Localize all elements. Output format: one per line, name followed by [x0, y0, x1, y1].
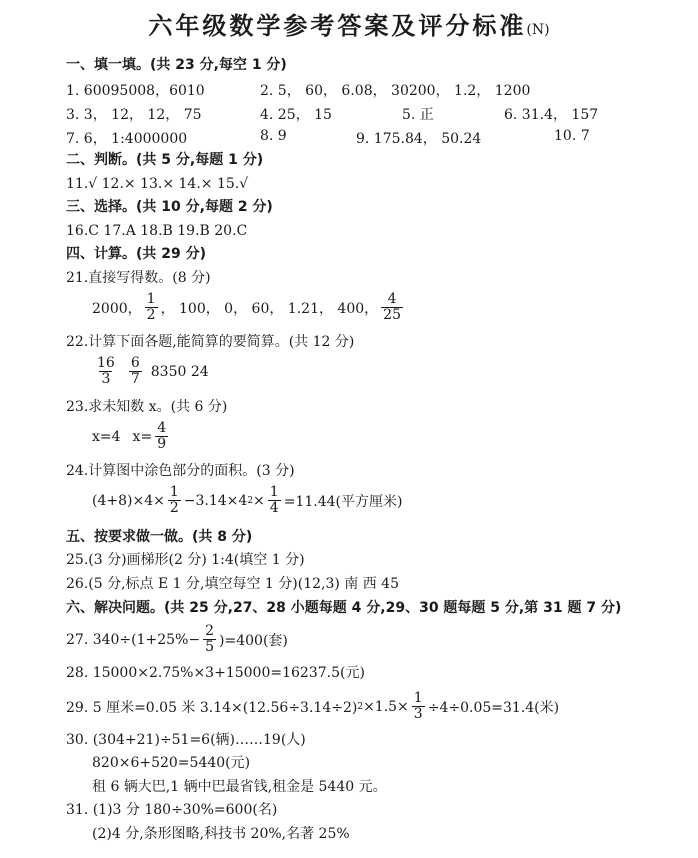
answer-5: 5. 正	[402, 107, 434, 123]
answer-1: 1. 60095008，6010	[66, 83, 205, 99]
answer-9: 9. 175.84， 50.24	[356, 131, 482, 147]
q29-p1: 29. 5 厘米=0.05 米 3.14×(12.56÷3.14÷2)	[66, 699, 358, 716]
section-5-heading: 五、按要求做一做。(共 8 分)	[66, 529, 253, 545]
q31-line-1: 31. (1)3 分 180÷30%=600(名)	[66, 802, 278, 818]
fraction: $\frac{1}{4}$	[269, 484, 279, 516]
fraction: $\frac{4}{9}$	[157, 420, 167, 452]
fraction: $\frac{16}{3}$	[97, 355, 115, 387]
fraction: $\frac{1}{2}$	[169, 484, 179, 516]
q21-label: 21.直接写得数。(8 分)	[66, 270, 211, 286]
q30-line-3: 租 6 辆大巴,1 辆中巴最省钱,租金是 5440 元。	[92, 779, 387, 795]
section-1-heading: 一、填一填。(共 23 分,每空 1 分)	[66, 57, 287, 73]
answer-8: 8. 9	[260, 128, 287, 144]
answer-10: 10. 7	[554, 128, 590, 144]
q27-answer	[66, 624, 288, 655]
q29-p3: ÷4÷0.05=31.4(米)	[427, 699, 560, 716]
title-main: 六年级数学参考答案及评分标准	[148, 12, 527, 40]
fraction: $\frac{6}{7}$	[130, 355, 140, 387]
fraction: $\frac{2}{5}$	[205, 623, 215, 655]
q30-line-1: 30. (304+21)÷51=6(辆)……19(人)	[66, 732, 306, 748]
q24-label: 24.计算图中涂色部分的面积。(3 分)	[66, 463, 295, 479]
title-tag: (N)	[526, 22, 550, 38]
q21-answers	[92, 292, 406, 323]
fraction: $\frac{1}{2}$	[146, 291, 156, 323]
q22-label: 22.计算下面各题,能简算的要简算。(共 12 分)	[66, 334, 355, 350]
q24-p2: −3.14×4	[183, 492, 248, 509]
q22-answers	[92, 356, 209, 387]
section-2-heading: 二、判断。(共 5 分,每题 1 分)	[66, 152, 264, 168]
superscript: 2	[357, 701, 364, 712]
q28-answer: 28. 15000×2.75%×3+15000=16237.5(元)	[66, 665, 365, 681]
answer-6: 6. 31.4， 157	[504, 107, 599, 123]
q24-p4: =11.44(平方厘米)	[283, 493, 403, 510]
q24-p1: (4+8)×4×	[92, 492, 165, 509]
q24-p3: ×	[253, 492, 265, 509]
q23-label: 23.求未知数 x。(共 6 分)	[66, 399, 228, 415]
q26-answer: 26.(5 分,标点 E 1 分,填空每空 1 分)(12,3) 南 西 45	[66, 576, 399, 592]
fraction: $\frac{4}{25}$	[383, 291, 401, 323]
q27-p1: 27. 340÷(1+25%−	[66, 631, 201, 648]
q29-p2: ×1.5×	[363, 698, 409, 715]
superscript: 2	[247, 495, 254, 506]
choice-answers: 16.C 17.A 18.B 19.B 20.C	[66, 223, 248, 239]
q21-text-b: ， 100， 0， 60， 1.21， 400，	[160, 300, 379, 317]
answer-2: 2. 5， 60， 6.08， 30200， 1.2， 1200	[260, 83, 531, 99]
q23-b: x=	[132, 428, 153, 445]
q21-text-a: 2000，	[92, 300, 142, 317]
q23-answers	[92, 421, 171, 452]
q30-line-2: 820×6+520=5440(元)	[92, 755, 251, 771]
fraction: $\frac{1}{3}$	[413, 690, 423, 722]
answer-3: 3. 3， 12， 12， 75	[66, 107, 202, 123]
answer-4: 4. 25， 15	[260, 107, 332, 123]
q29-answer	[66, 691, 559, 722]
q27-p2: )=400(套)	[219, 632, 288, 649]
judge-answers: 11.√ 12.× 13.× 14.× 15.√	[66, 176, 249, 192]
q22-rest: 8350 24	[150, 363, 209, 380]
q31-line-2: (2)4 分,条形图略,科技书 20%,名著 25%	[92, 826, 350, 842]
q23-a: x=4	[92, 428, 121, 445]
q24-answer	[92, 485, 402, 516]
q25-answer: 25.(3 分)画梯形(2 分) 1:4(填空 1 分)	[66, 552, 305, 568]
section-3-heading: 三、选择。(共 10 分,每题 2 分)	[66, 199, 273, 215]
section-4-heading: 四、计算。(共 29 分)	[66, 246, 207, 262]
section-6-heading: 六、解决问题。(共 25 分,27、28 小题每题 4 分,29、30 题每题 5 分,第 31 题 7 分)	[66, 600, 622, 616]
answer-7: 7. 6， 1:4000000	[66, 131, 188, 147]
page-title	[0, 6, 698, 41]
